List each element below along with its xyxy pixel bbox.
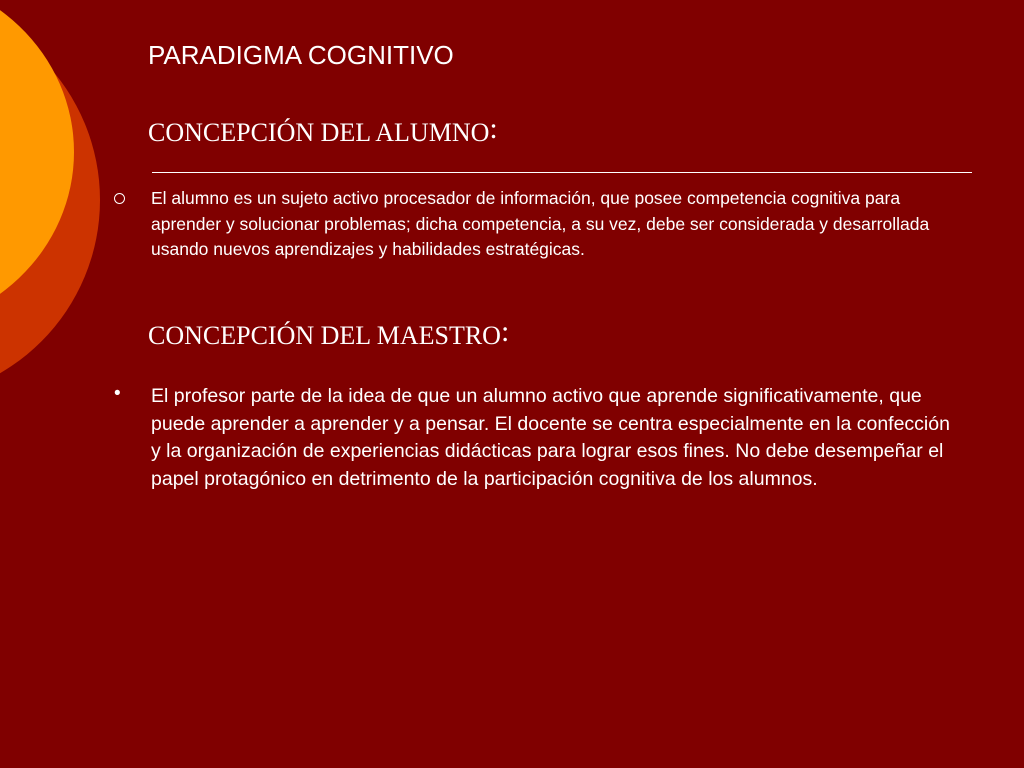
slide-title: PARADIGMA COGNITIVO (148, 40, 454, 70)
heading-alumno-text: CONCEPCIÓN DEL ALUMNO (148, 118, 490, 147)
heading-concepcion-alumno (148, 112, 498, 149)
heading-maestro-colon: : (500, 315, 510, 348)
bullet-text-maestro: El profesor parte de la idea de que un alumno activo que aprende significativamente, que puede aprender a aprender y a pensar. El docente se centra especialmente en la confección y la organización de experiencias didácticas para lograr esos fines. No debe desempeñar el papel protagónico en detrimento de la participación cognitiva de los alumnos. (151, 385, 950, 490)
bullet-text-alumno: El alumno es un sujeto activo procesador de información, que posee competencia cognitiva para aprender y solucionar problemas; dicha competencia, a su vez, debe ser considerada y desarrollada usando nuevos aprendizajes y habilidades estratégicas. (151, 188, 930, 259)
hollow-circle-bullet-icon (114, 193, 125, 204)
bullet-dot-icon: • (114, 383, 121, 404)
heading-maestro-text: CONCEPCIÓN DEL MAESTRO (148, 321, 501, 350)
divider-line (152, 172, 972, 173)
heading-concepcion-maestro (148, 315, 510, 352)
heading-alumno-colon: : (489, 112, 498, 145)
